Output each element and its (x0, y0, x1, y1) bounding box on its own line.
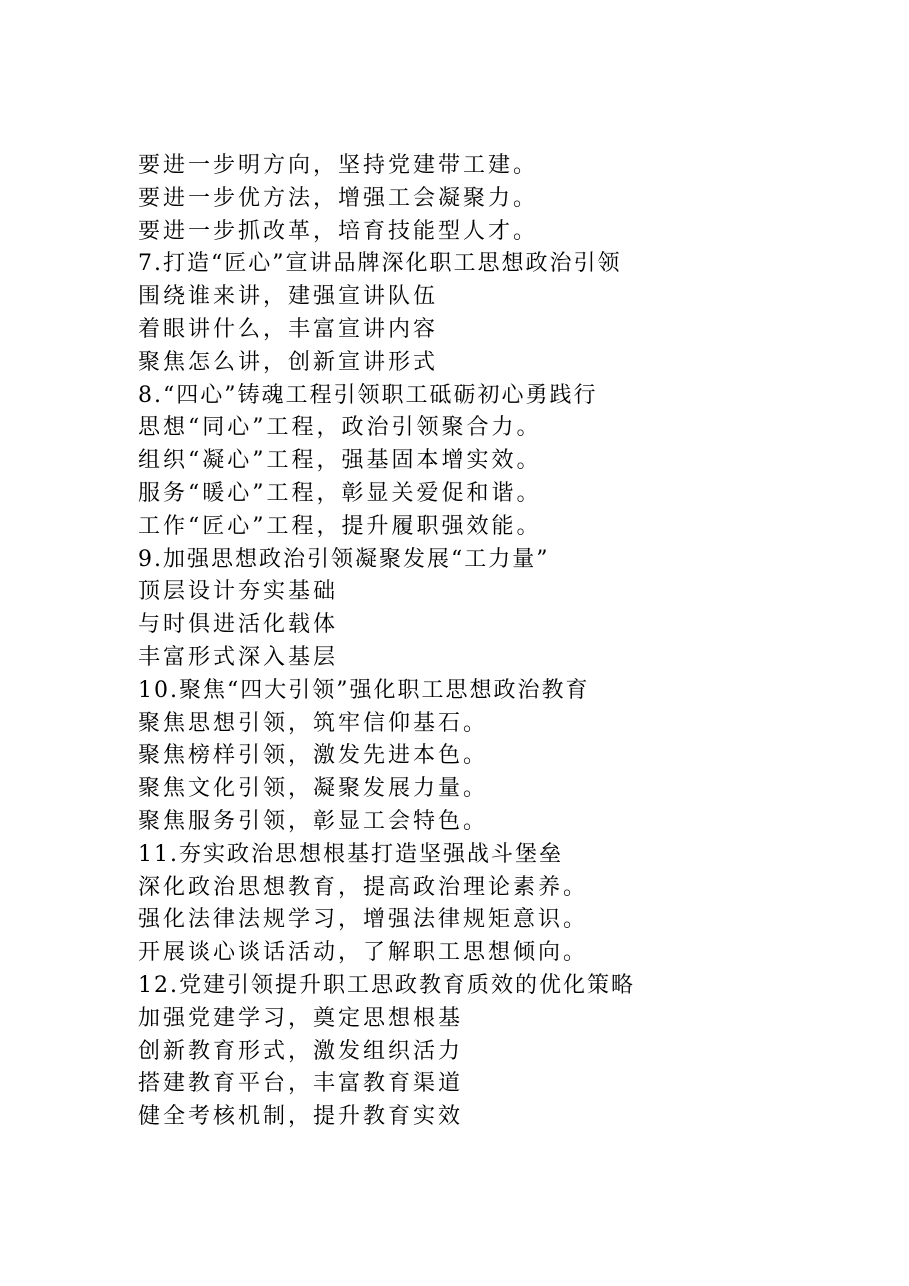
text-line: 搭建教育平台，丰富教育渠道 (138, 1071, 464, 1097)
text-line: 加强党建学习，奠定思想根基 (138, 1005, 464, 1031)
section-heading: 9.加强思想政治引领凝聚发展“工力量” (138, 546, 550, 572)
section-heading: 7.打造“匠心”宣讲品牌深化职工思想政治引领 (138, 251, 622, 277)
text-line: 与时俱进活化载体 (138, 612, 339, 638)
text-line: 深化政治思想教育，提高政治理论素养。 (138, 874, 589, 900)
text-line: 思想“同心”工程，政治引领聚合力。 (138, 415, 542, 441)
text-line: 要进一步明方向，坚持党建带工建。 (138, 153, 539, 178)
section-heading: 12.党建引领提升职工思政教育质效的优化策略 (138, 972, 635, 998)
text-line: 创新教育形式，激发组织活力 (138, 1038, 464, 1064)
text-line: 围绕谁来讲，建强宣讲队伍 (138, 284, 439, 310)
text-line: 开展谈心谈话活动，了解职工思想倾向。 (138, 940, 589, 966)
text-line: 工作“匠心”工程，提升履职强效能。 (138, 513, 542, 539)
text-line: 丰富形式深入基层 (138, 644, 339, 670)
text-line: 聚焦榜样引领，激发先进本色。 (138, 743, 489, 769)
section-heading: 11.夯实政治思想根基打造坚强战斗堡垒 (138, 841, 563, 867)
text-line: 服务“暖心”工程，彰显关爱促和谐。 (138, 480, 542, 506)
text-line: 要进一步优方法，增强工会凝聚力。 (138, 185, 539, 211)
text-line: 组织“凝心”工程，强基固本增实效。 (138, 448, 542, 474)
text-line: 聚焦怎么讲，创新宣讲形式 (138, 349, 439, 375)
text-line: 强化法律法规学习，增强法律规矩意识。 (138, 907, 589, 933)
text-line: 健全考核机制，提升教育实效 (138, 1104, 464, 1130)
section-heading: 8.“四心”铸魂工程引领职工砥砺初心勇践行 (138, 382, 598, 408)
section-heading: 10.聚焦“四大引领”强化职工思想政治教育 (138, 677, 590, 703)
text-line: 顶层设计夯实基础 (138, 579, 339, 605)
text-line: 聚焦服务引领，彰显工会特色。 (138, 808, 489, 834)
text-line: 聚焦思想引领，筑牢信仰基石。 (138, 710, 489, 736)
text-line: 着眼讲什么，丰富宣讲内容 (138, 316, 439, 342)
text-line: 要进一步抓改革，培育技能型人才。 (138, 218, 539, 244)
document-body (138, 150, 878, 1134)
text-line: 聚焦文化引领，凝聚发展力量。 (138, 776, 489, 802)
